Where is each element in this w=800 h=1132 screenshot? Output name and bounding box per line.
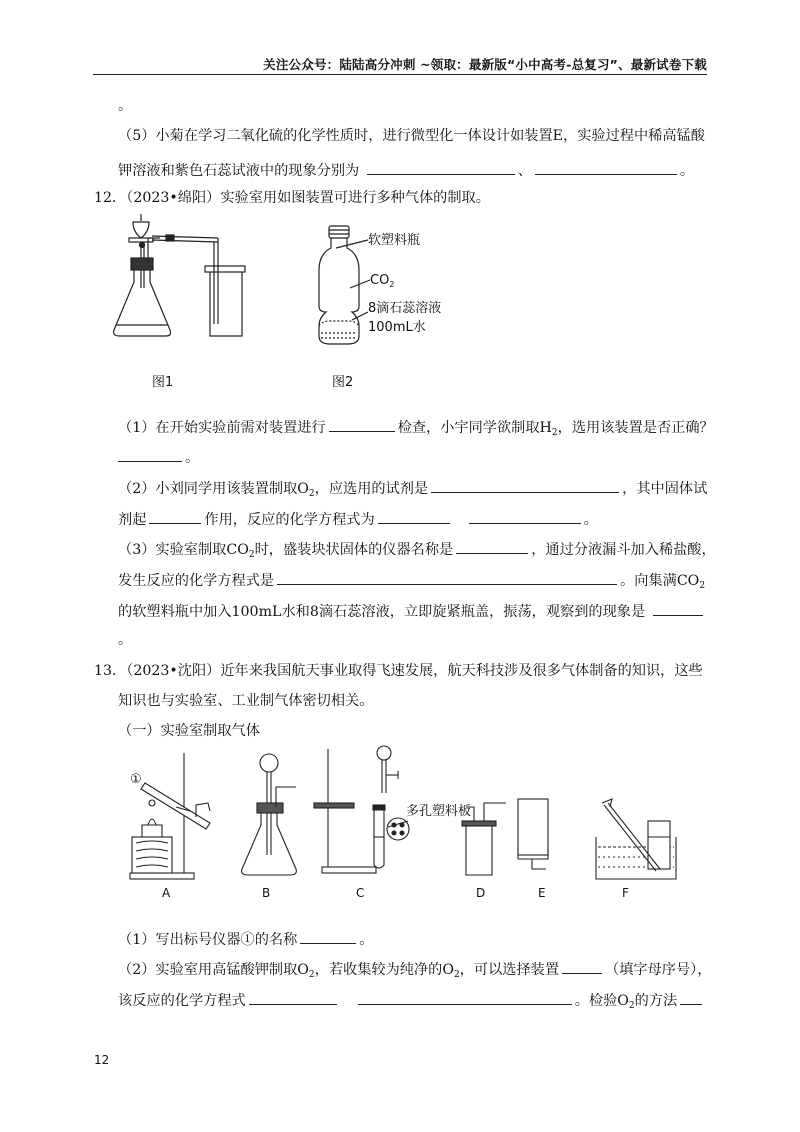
answer-blank[interactable] xyxy=(118,446,182,462)
label-co2: $CO_2$ xyxy=(370,273,395,289)
subscript: 2 xyxy=(699,581,706,591)
header-rule xyxy=(93,74,707,75)
text-span: （1）在开始实验前需对装置进行 xyxy=(118,420,326,436)
text-span: （2）小刘同学用该装置制取O xyxy=(118,481,309,497)
label-soft-bottle: 软塑料瓶 xyxy=(368,233,421,248)
text-line xyxy=(118,958,711,980)
text-span: 剂起 xyxy=(118,512,147,528)
question-13-stem: 13．（2023•沈阳）近年来我国航天事业取得飞速发展，航天科技涉及很多气体制备的知识，这些 xyxy=(94,663,703,679)
gas-bottle-icon xyxy=(205,266,245,336)
text-line: 知识也与实验室、工业制气体密切相关。 xyxy=(118,693,374,709)
label-e: E xyxy=(538,886,546,900)
answer-blank[interactable] xyxy=(358,989,572,1005)
text-span: ，应选用的试剂是 xyxy=(314,481,429,497)
text-span: （2）实验室用高锰酸钾制取O xyxy=(118,962,309,978)
caption-fig2: 图2 xyxy=(332,375,354,390)
text-span: 该反应的化学方程式 xyxy=(118,993,246,1009)
text-span: 。检验O xyxy=(574,993,629,1009)
subscript: 2 xyxy=(628,1001,635,1011)
figure-gas-apparatus xyxy=(100,208,480,398)
text-span: ，可以选择装置 xyxy=(459,962,560,978)
label-water: 100mL水 xyxy=(368,320,426,335)
subscript: 2 xyxy=(308,970,315,980)
conical-flask-icon xyxy=(114,238,171,336)
text-line: 。 xyxy=(118,98,133,114)
text-line: （一）实验室制取气体 xyxy=(118,723,260,739)
separatory-funnel-icon xyxy=(129,214,153,288)
answer-blank[interactable] xyxy=(367,159,515,175)
subscript: 2 xyxy=(308,489,315,499)
text-line xyxy=(118,446,199,468)
label-circle-1: ① xyxy=(130,772,142,787)
text-span: 。 xyxy=(359,932,374,948)
apparatus-c-icon xyxy=(314,746,409,873)
text-span: （1）写出标号仪器①的名称 xyxy=(118,932,298,948)
text-span: 钾溶液和紫色石蕊试液中的现象分别为 xyxy=(118,163,360,179)
text-line: （5）小菊在学习二氧化硫的化学性质时，进行微型化一体设计如装置E，实验过程中稀高锰酸 xyxy=(118,128,705,144)
answer-blank[interactable] xyxy=(300,928,356,944)
apparatus-a-icon xyxy=(130,753,210,879)
text-span: 检查，小宇同学欲制取H xyxy=(397,420,552,436)
text-line xyxy=(118,416,714,438)
text-line xyxy=(118,600,706,622)
text-span: ，其中固体试 xyxy=(622,481,708,497)
text-span: 。 xyxy=(583,512,598,528)
text-span: 、 xyxy=(517,163,532,179)
subscript: 2 xyxy=(453,970,460,980)
text-span: ，通过分液漏斗加入稀盐酸， xyxy=(531,542,716,558)
answer-blank[interactable] xyxy=(680,989,702,1005)
answer-blank[interactable] xyxy=(249,989,337,1005)
caption-fig1: 图1 xyxy=(152,375,174,390)
answer-blank[interactable] xyxy=(469,508,581,524)
subscript: 2 xyxy=(248,550,255,560)
text-span: （3）实验室制取CO xyxy=(118,542,249,558)
text-line xyxy=(118,928,373,950)
text-line xyxy=(118,159,694,181)
text-line xyxy=(118,538,716,560)
subscript: 2 xyxy=(551,428,558,438)
label-f: F xyxy=(622,886,629,900)
text-span: ，选用该装置是否正确？ xyxy=(557,420,714,436)
text-line xyxy=(118,989,705,1011)
text-line xyxy=(118,569,705,591)
label-c: C xyxy=(356,886,365,900)
text-span: （填字母序号）， xyxy=(605,962,712,978)
soft-plastic-bottle-icon xyxy=(319,226,370,344)
answer-blank[interactable] xyxy=(653,600,703,616)
answer-blank[interactable] xyxy=(456,538,528,554)
text-span: 。向集满CO xyxy=(620,573,700,589)
page-number: 12 xyxy=(94,1053,110,1067)
text-span: 时，盛装块状固体的仪器名称是 xyxy=(254,542,454,558)
page-header: 关注公众号：陆陆高分冲刺 ~领取：最新版“小中高考-总复习”、最新试卷下载 xyxy=(263,57,707,72)
text-line: 。 xyxy=(118,632,133,648)
answer-blank[interactable] xyxy=(149,508,201,524)
answer-blank[interactable] xyxy=(535,159,677,175)
apparatus-e-icon xyxy=(518,799,548,869)
apparatus-b-icon xyxy=(242,754,297,875)
answer-blank[interactable] xyxy=(329,416,395,432)
label-b: B xyxy=(262,886,271,900)
text-span: 作用，反应的化学方程式为 xyxy=(204,512,375,528)
text-span: 的软塑料瓶中加入100mL水和8滴石蕊溶液，立即旋紧瓶盖，振荡，观察到的现象是 xyxy=(118,604,646,620)
question-12-stem: 12．（2023•绵阳）实验室用如图装置可进行多种气体的制取。 xyxy=(94,190,490,206)
answer-blank[interactable] xyxy=(431,477,619,493)
text-span: 。 xyxy=(679,163,695,179)
text-line xyxy=(118,508,598,530)
label-a: A xyxy=(162,886,171,900)
answer-blank[interactable] xyxy=(277,569,617,585)
figure-lab-apparatus xyxy=(126,745,686,905)
answer-blank[interactable] xyxy=(562,958,602,974)
answer-blank[interactable] xyxy=(378,508,450,524)
text-line xyxy=(118,477,707,499)
text-span: ，若收集较为纯净的O xyxy=(314,962,454,978)
text-span: 的方法 xyxy=(634,993,678,1009)
text-span: 发生反应的化学方程式是 xyxy=(118,573,275,589)
label-porous-plate: 多孔塑料板 xyxy=(406,804,472,819)
label-litmus: 8滴石蕊溶液 xyxy=(368,301,442,316)
label-d: D xyxy=(476,886,486,900)
text-span: 。 xyxy=(185,450,200,466)
apparatus-f-icon xyxy=(596,799,676,879)
